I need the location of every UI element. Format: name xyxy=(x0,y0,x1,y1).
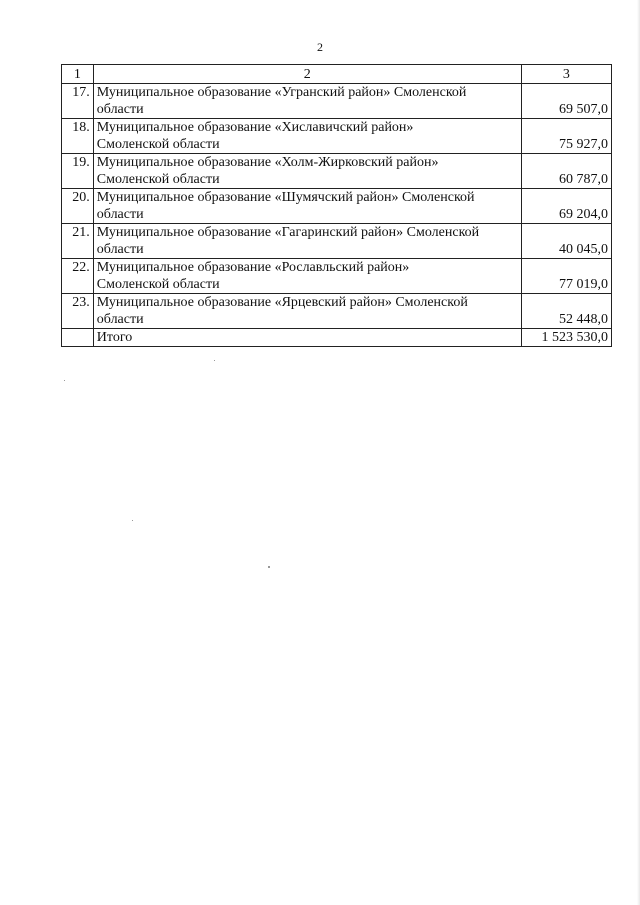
row-name-text: Муниципальное образование «Хиславичский район» Смоленской области xyxy=(96,120,414,152)
row-number: 21. xyxy=(62,224,94,259)
row-number: 23. xyxy=(62,294,94,329)
row-value: 60 787,0 xyxy=(521,154,611,189)
row-number: 20. xyxy=(62,189,94,224)
column-header-number: 1 xyxy=(62,65,94,84)
total-value: 1 523 530,0 xyxy=(521,329,611,347)
row-name xyxy=(93,259,521,294)
row-name-text: Муниципальное образование «Гагаринский район» Смоленской области xyxy=(96,225,480,257)
row-value: 77 019,0 xyxy=(521,259,611,294)
row-value: 69 204,0 xyxy=(521,189,611,224)
row-name-text: Муниципальное образование «Холм-Жирковский район» Смоленской области xyxy=(96,155,439,187)
row-name xyxy=(93,84,521,119)
scan-speck xyxy=(64,380,65,381)
scan-speck xyxy=(268,566,270,568)
table-row xyxy=(62,189,612,224)
row-number: 19. xyxy=(62,154,94,189)
page-number: 2 xyxy=(317,40,323,54)
row-name-text: Муниципальное образование «Шумячский район» Смоленской области xyxy=(96,190,475,222)
table-row xyxy=(62,224,612,259)
row-number: 18. xyxy=(62,119,94,154)
column-header-name: 2 xyxy=(93,65,521,84)
table-row xyxy=(62,119,612,154)
row-value: 69 507,0 xyxy=(521,84,611,119)
total-row xyxy=(62,329,612,347)
row-number: 17. xyxy=(62,84,94,119)
allocation-table xyxy=(61,64,612,347)
row-name xyxy=(93,154,521,189)
scan-speck xyxy=(214,360,215,361)
row-name-text: Муниципальное образование «Угранский район» Смоленской области xyxy=(96,85,467,117)
scan-speck xyxy=(132,520,133,521)
row-name-text: Муниципальное образование «Рославльский район» Смоленской области xyxy=(96,260,410,292)
row-name xyxy=(93,119,521,154)
row-value: 52 448,0 xyxy=(521,294,611,329)
row-name xyxy=(93,189,521,224)
row-name xyxy=(93,294,521,329)
table-row xyxy=(62,294,612,329)
row-value: 40 045,0 xyxy=(521,224,611,259)
table-row xyxy=(62,84,612,119)
row-name xyxy=(93,224,521,259)
column-header-value: 3 xyxy=(521,65,611,84)
row-value: 75 927,0 xyxy=(521,119,611,154)
total-number xyxy=(62,329,94,347)
row-number: 22. xyxy=(62,259,94,294)
total-label: Итого xyxy=(93,329,521,347)
row-name-text: Муниципальное образование «Ярцевский район» Смоленской области xyxy=(96,295,468,327)
table-row xyxy=(62,259,612,294)
table-header-row xyxy=(62,65,612,84)
table-row xyxy=(62,154,612,189)
